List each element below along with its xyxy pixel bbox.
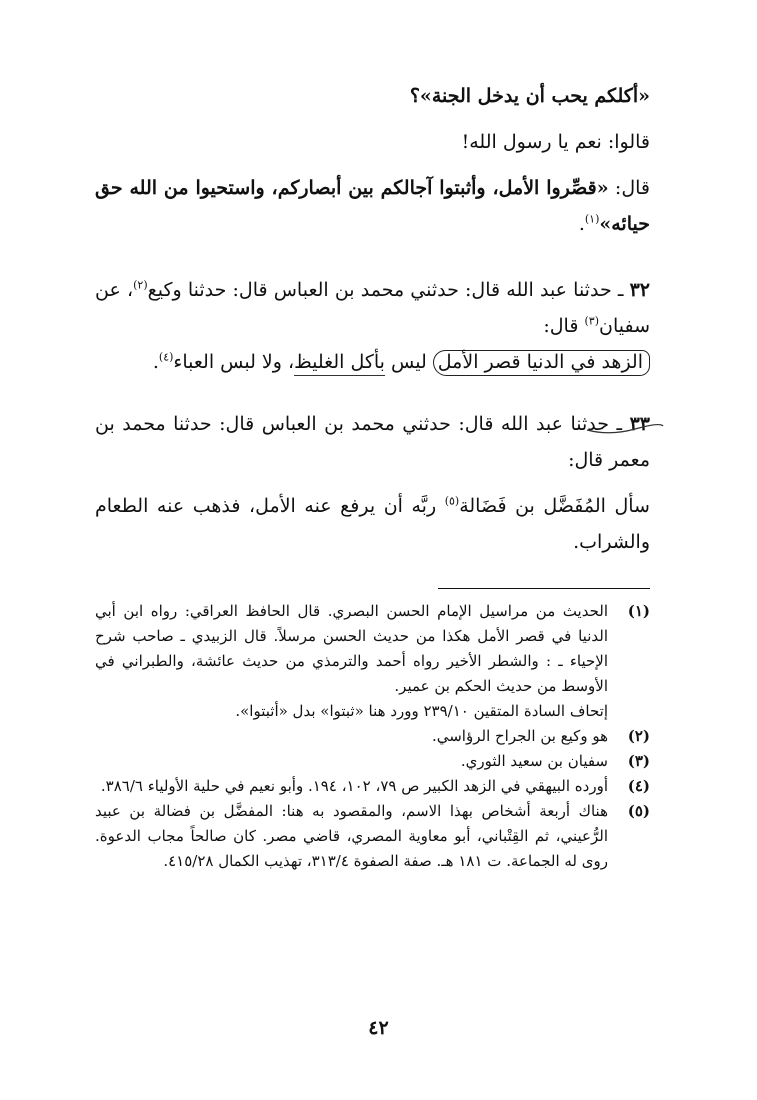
hadith-32-text: الزهد في الدنيا قصر الأمل ليس بأكل الغليظ، ولا لبس العباء$^{(٤)}$.	[95, 344, 650, 380]
saying-text: «قصِّروا الأمل، وأثبتوا آجالكم بين أبصاركم، واستحيوا من الله حق حيائه»	[95, 177, 650, 235]
circled-text: الزهد في الدنيا قصر الأمل	[433, 350, 650, 376]
prophet-saying: قال: «قصِّروا الأمل، وأثبتوا آجالكم بين أبصاركم، واستحيوا من الله حق حيائه»$^{(١)}$.	[95, 177, 650, 235]
footnote-ref-2: (٢)	[133, 278, 148, 292]
footnote-separator	[438, 588, 650, 589]
footnote-2: (٢) هو وكيع بن الجراح الرؤاسي.	[431, 727, 650, 745]
hadith-33-text: سأل المُفَضَّل بن فَضَالة$^{(٥)}$ ربَّه أن يرفع عنه الأمل، فذهب عنه الطعام والشراب.	[95, 494, 650, 553]
hadith-33-chain: ٣٣ ـ حدثنا عبد الله قال: حدثني محمد بن العباس قال: حدثنا محمد بن معمر قال:	[95, 413, 650, 471]
page-body	[95, 78, 650, 874]
footnote-3: (٣) سفيان بن سعيد الثوري.	[460, 752, 650, 770]
footnote-ref-3: (٣)	[584, 314, 599, 328]
footnote-5: (٥) هناك أربعة أشخاص بهذا الاسم، والمقصود به هنا: المفضَّل بن فضالة بن عبيد الرُّعيني، ثم القِتْباني، أبو معاوية المصري، قاضي مصر. كان صالحاً مجاب الدعوة. روى له الجماعة. ت ١٨١ هـ. صفة الصفوة ٣١٣/٤، تهذيب الكمال ٤١٥/٢٨.	[95, 802, 650, 870]
footnote-ref-1: (١)	[584, 212, 600, 226]
prophet-question: «أكلكم يحب أن يدخل الجنة»؟	[409, 85, 650, 107]
companions-reply: قالوا: نعم يا رسول الله!	[461, 131, 650, 153]
hadith-number: ٣٣	[629, 413, 650, 435]
hadith-32-chain: ٣٢ ـ حدثنا عبد الله قال: حدثني محمد بن العباس قال: حدثنا وكيع$^{(٢)}$، عن سفيان$^{(٣)}$ قال:	[95, 278, 650, 337]
footnote-1: (١) الحديث من مراسيل الإمام الحسن البصري. قال الحافظ العراقي: رواه ابن أبي الدنيا في قصر الأمل هكذا من حديث الحسن مرسلاً. قال الزبيدي ـ صاحب شرح الإحياء ـ : والشطر الأخير رواه أحمد والترمذي من حديث عائشة، والطبراني في الأوسط من حديث الحكم بن عمير. إتحاف السادة المتقين ٢٣٩/١٠ وورد هنا «ثبتوا» بدل «أثبتوا».	[95, 602, 650, 720]
footnotes	[95, 599, 650, 874]
underlined-text: بأكل الغليظ	[294, 351, 385, 376]
pen-mark	[585, 420, 665, 436]
footnote-ref-5: (٥)	[444, 494, 460, 508]
hadith-number: ٣٢	[629, 279, 650, 301]
footnote-ref-4: (٤)	[158, 350, 174, 364]
footnote-4: (٤) أورده البيهقي في الزهد الكبير ص ٧٩، ١٠٢، ١٩٤. وأبو نعيم في حلية الأولياء ٣٨٦/٦.	[100, 777, 650, 795]
page-number: ٤٢	[368, 1017, 389, 1039]
